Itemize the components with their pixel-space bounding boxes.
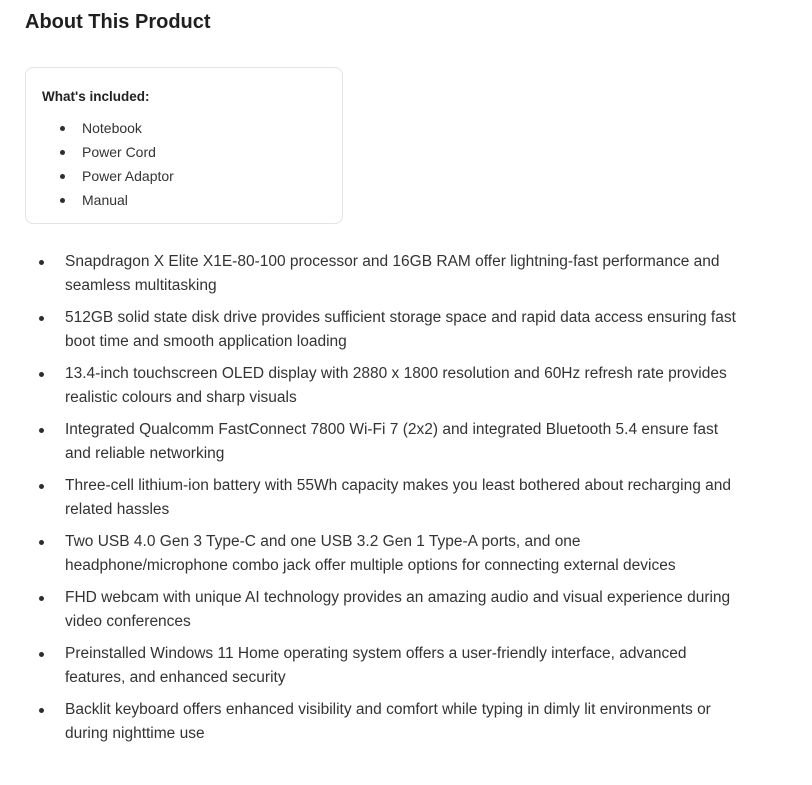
bullet-icon (60, 150, 65, 155)
feature-text: Two USB 4.0 Gen 3 Type-C and one USB 3.2 Gen 1 Type-A ports, and one headphone/microphone combo jack offer multiple options for connecting external devices (65, 533, 676, 574)
whats-included-list (42, 116, 174, 212)
features-list (25, 250, 745, 754)
feature-text: Three-cell lithium-ion battery with 55Wh capacity makes you least bothered about recharging and related hassles (65, 477, 731, 518)
feature-item (25, 530, 745, 578)
feature-text: FHD webcam with unique AI technology provides an amazing audio and visual experience during video conferences (65, 589, 731, 630)
bullet-icon (39, 596, 44, 601)
feature-item (25, 306, 745, 354)
bullet-icon (39, 708, 44, 713)
bullet-icon (60, 174, 65, 179)
included-item-label: Manual (82, 192, 128, 208)
feature-item (25, 250, 745, 298)
feature-text: Backlit keyboard offers enhanced visibility and comfort while typing in dimly lit environments or during nighttime use (65, 701, 711, 742)
bullet-icon (39, 428, 44, 433)
feature-item (25, 418, 745, 466)
feature-item (25, 586, 745, 634)
whats-included-box (25, 67, 343, 224)
feature-text: Snapdragon X Elite X1E-80-100 processor and 16GB RAM offer lightning-fast performance and seamless multitasking (65, 253, 720, 294)
bullet-icon (39, 316, 44, 321)
bullet-icon (60, 198, 65, 203)
bullet-icon (39, 372, 44, 377)
included-item (42, 164, 174, 188)
included-item (42, 140, 174, 164)
included-item (42, 116, 174, 140)
bullet-icon (39, 540, 44, 545)
bullet-icon (39, 260, 44, 265)
bullet-icon (39, 484, 44, 489)
feature-item (25, 362, 745, 410)
feature-item (25, 698, 745, 746)
feature-text: Preinstalled Windows 11 Home operating system offers a user-friendly interface, advanced features, and enhanced security (65, 645, 687, 686)
bullet-icon (60, 126, 65, 131)
included-item-label: Power Adaptor (82, 168, 174, 184)
feature-text: Integrated Qualcomm FastConnect 7800 Wi-Fi 7 (2x2) and integrated Bluetooth 5.4 ensure fast and reliable networking (65, 421, 719, 462)
included-item (42, 188, 174, 212)
section-title: About This Product (25, 11, 211, 33)
feature-item (25, 642, 745, 690)
bullet-icon (39, 652, 44, 657)
included-item-label: Power Cord (82, 144, 156, 160)
whats-included-heading: What's included: (42, 89, 150, 104)
feature-item (25, 474, 745, 522)
feature-text: 512GB solid state disk drive provides sufficient storage space and rapid data access ensuring fast boot time and smooth application loading (65, 309, 736, 350)
feature-text: 13.4-inch touchscreen OLED display with 2880 x 1800 resolution and 60Hz refresh rate provides realistic colours and sharp visuals (65, 365, 727, 406)
included-item-label: Notebook (82, 120, 142, 136)
